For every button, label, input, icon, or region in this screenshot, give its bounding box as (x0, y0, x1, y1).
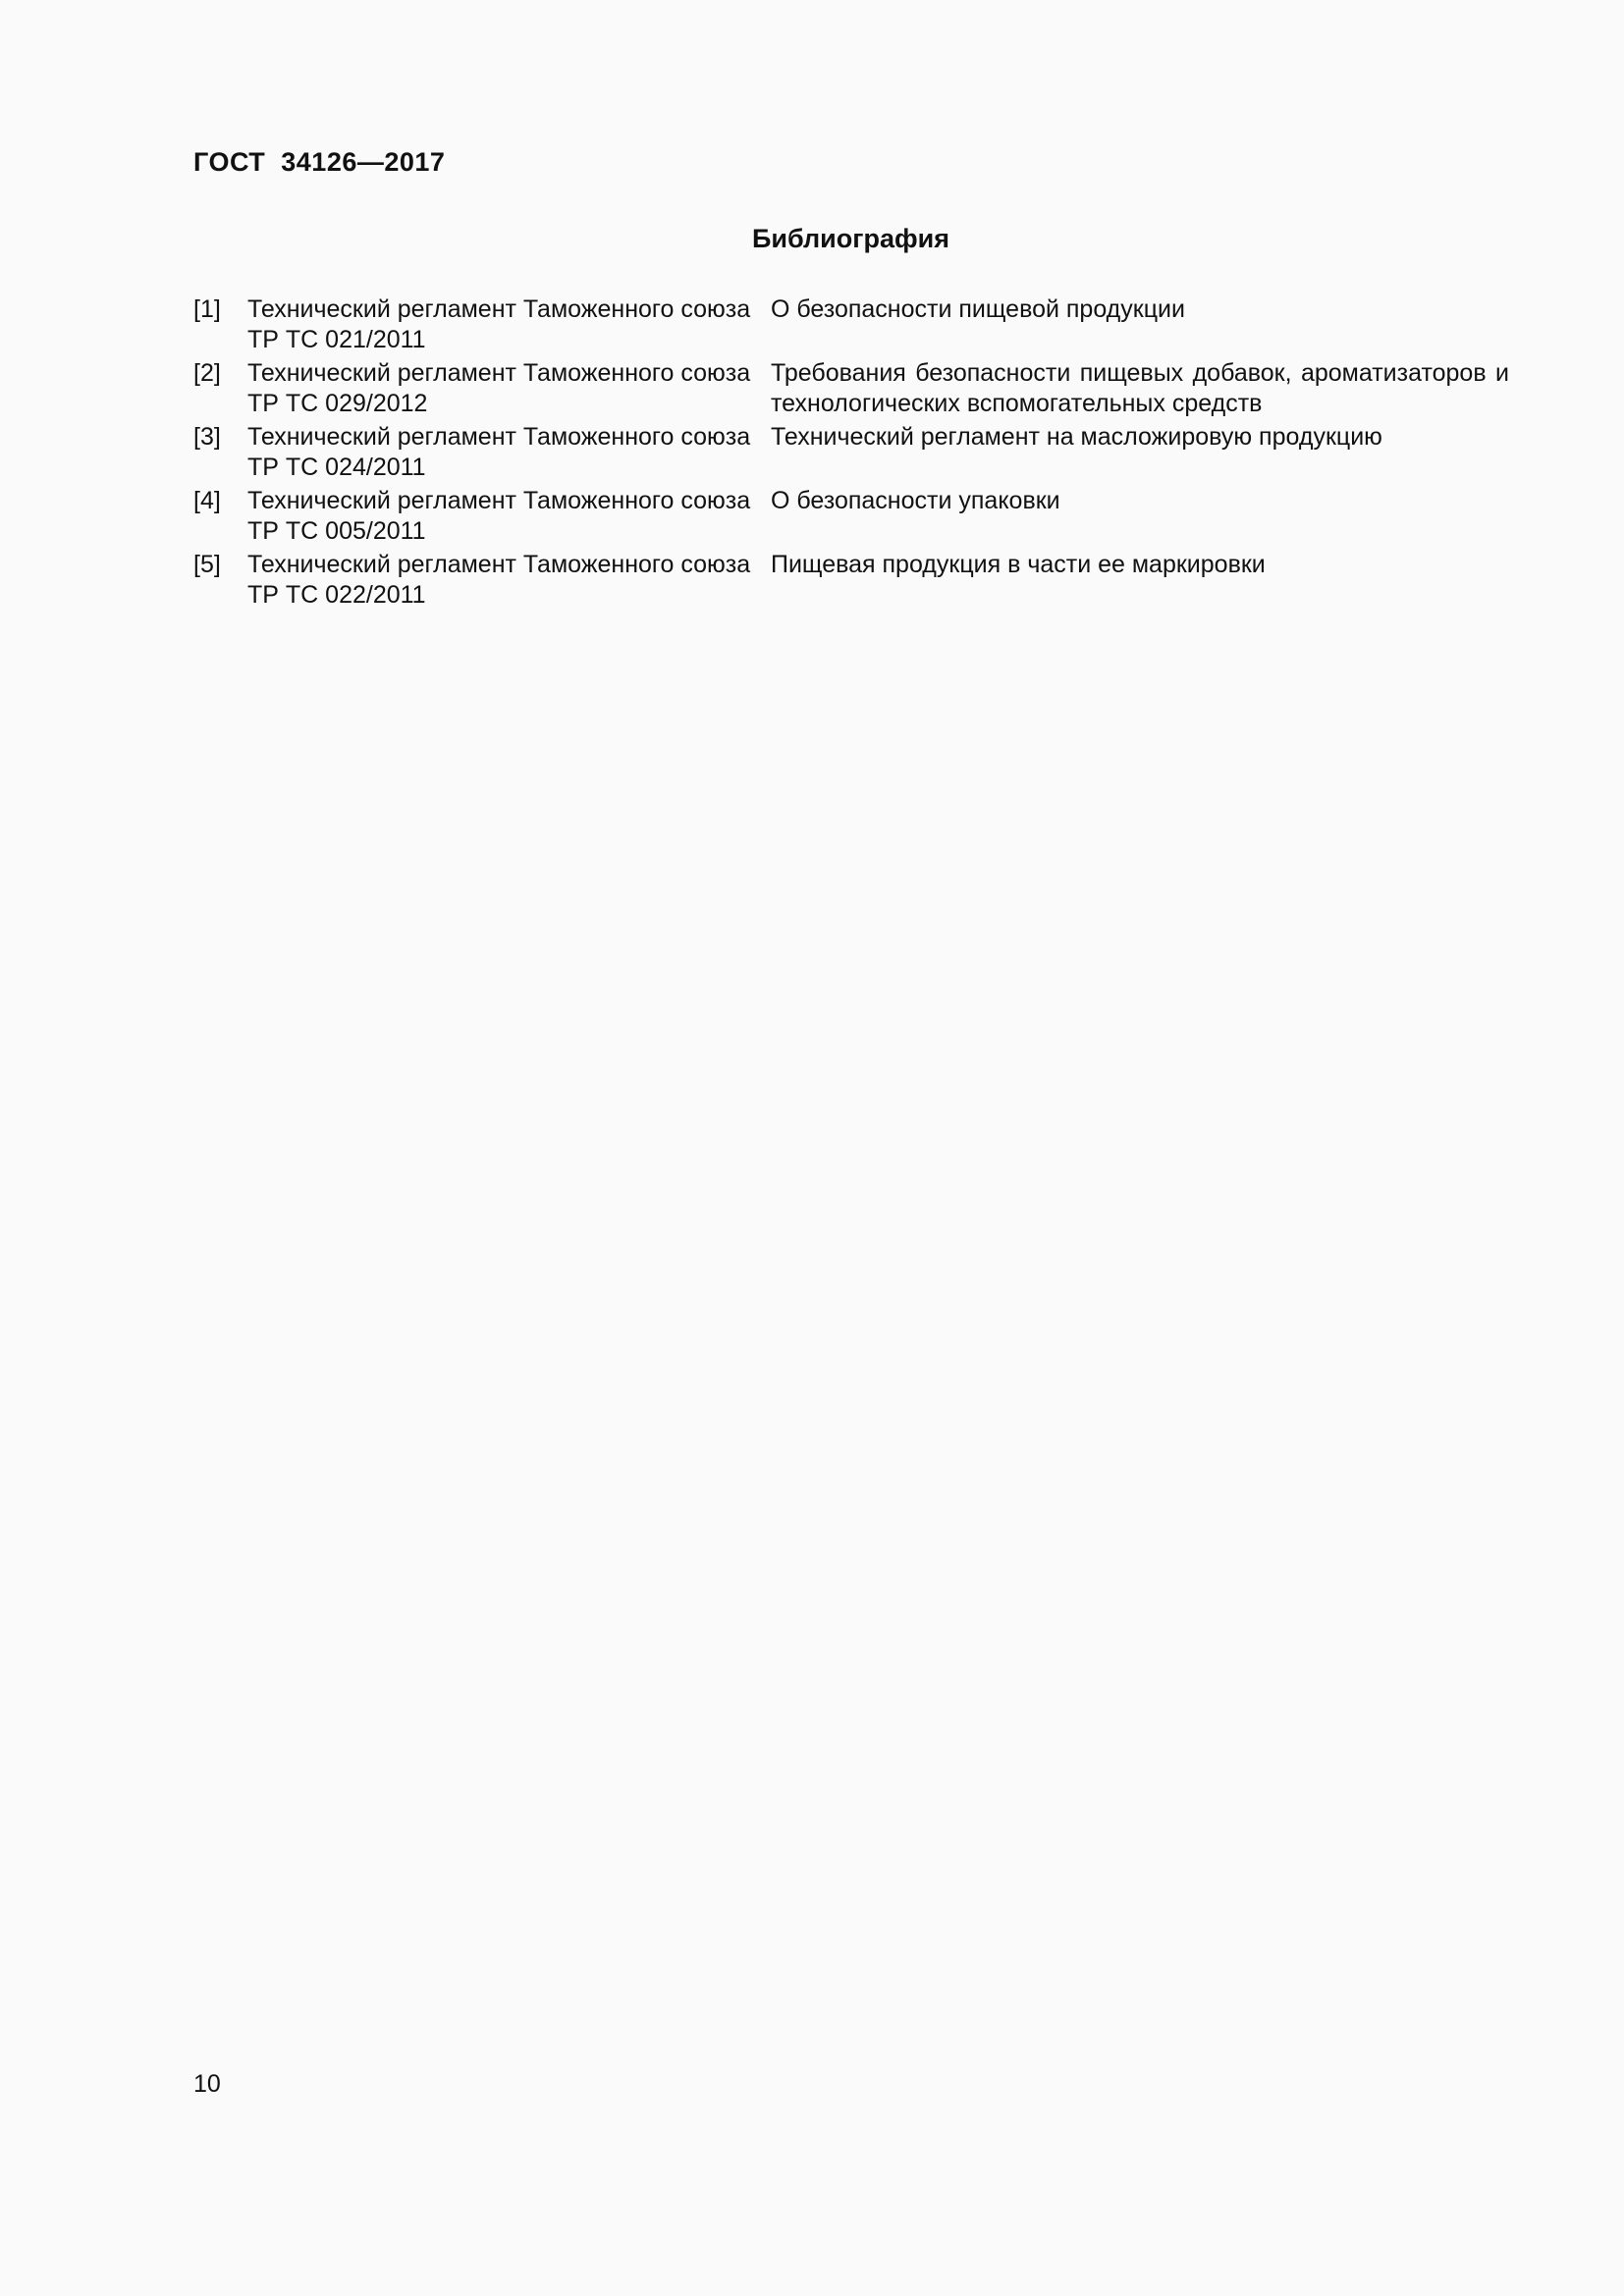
bibliography-item (193, 358, 1509, 419)
bibliography-item-number: [3] (193, 423, 221, 451)
bibliography-item-document (247, 422, 771, 483)
bibliography-item-document-code: ТР ТС 029/2012 (247, 390, 428, 417)
bibliography-item-document-type: Технический регламент Таможенного союза (247, 359, 751, 387)
bibliography-item (193, 486, 1509, 547)
bibliography-item (193, 294, 1509, 355)
bibliography-item-document-type: Технический регламент Таможенного союза (247, 423, 751, 451)
bibliography-list (193, 294, 1509, 614)
bibliography-item-document-type: Технический регламент Таможенного союза (247, 487, 751, 514)
bibliography-item-number: [1] (193, 295, 221, 323)
bibliography-item-title: Технический регламент на масложировую продукцию (771, 423, 1382, 451)
bibliography-item-title: Требования безопасности пищевых добавок, ароматизаторов и технологических вспомогательных средств (771, 359, 1509, 417)
bibliography-item-document-code: ТР ТС 022/2011 (247, 581, 426, 609)
bibliography-item-document (247, 486, 771, 547)
bibliography-item-number: [5] (193, 551, 221, 578)
bibliography-item-document-code: ТР ТС 005/2011 (247, 517, 426, 545)
bibliography-item-title: Пищевая продукция в части ее маркировки (771, 551, 1266, 578)
bibliography-item (193, 550, 1509, 611)
section-title: Библиография (752, 224, 949, 253)
bibliography-item-document (247, 550, 771, 611)
page-header-standard: ГОСТ 34126—2017 (193, 147, 446, 177)
bibliography-item-document (247, 294, 771, 355)
bibliography-item-document-type: Технический регламент Таможенного союза (247, 551, 751, 578)
bibliography-item-document-code: ТР ТС 024/2011 (247, 454, 426, 481)
bibliography-item (193, 422, 1509, 483)
bibliography-item-title: О безопасности упаковки (771, 487, 1060, 514)
bibliography-item-document-type: Технический регламент Таможенного союза (247, 295, 751, 323)
bibliography-item-number: [4] (193, 487, 221, 514)
bibliography-item-number: [2] (193, 359, 221, 387)
bibliography-item-title: О безопасности пищевой продукции (771, 295, 1185, 323)
page-number: 10 (193, 2070, 221, 2098)
bibliography-item-document-code: ТР ТС 021/2011 (247, 326, 426, 353)
bibliography-item-document (247, 358, 771, 419)
